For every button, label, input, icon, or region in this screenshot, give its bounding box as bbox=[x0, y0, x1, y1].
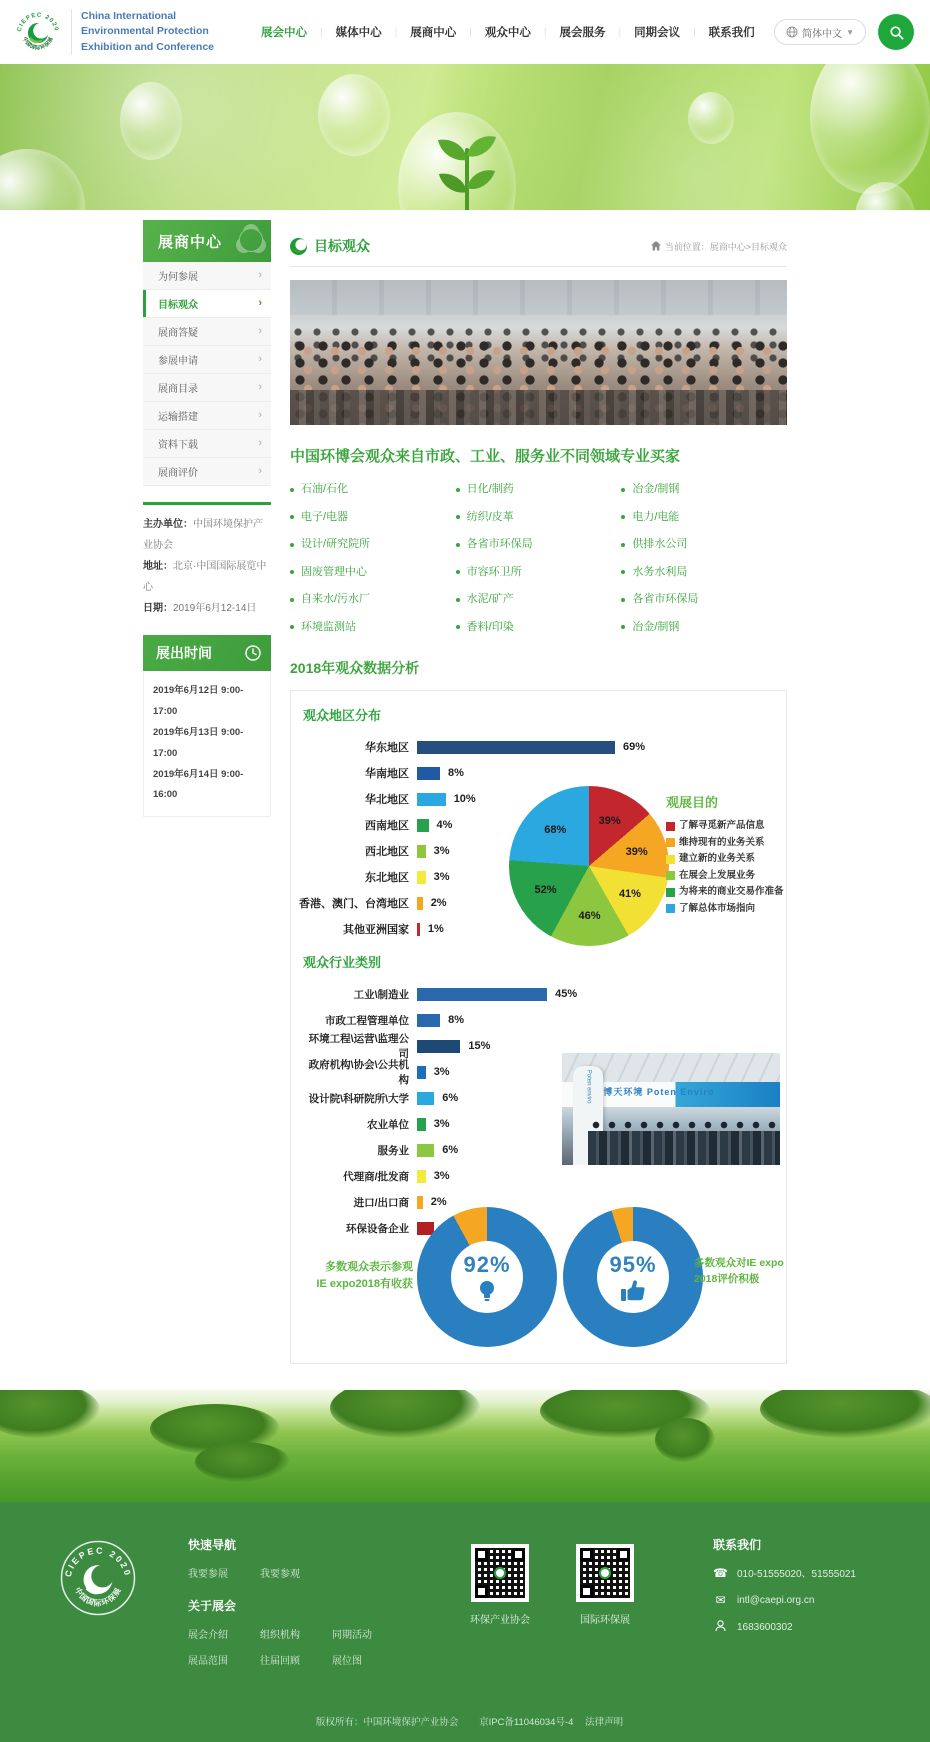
date-line bbox=[143, 598, 271, 619]
pie-legend bbox=[666, 792, 784, 917]
caption-line: 多数观众表示参观 bbox=[325, 1261, 413, 1273]
bar-value: 4% bbox=[436, 819, 453, 831]
nav-item-media-center[interactable]: 媒体中心 bbox=[335, 27, 382, 39]
page-title-logo-icon bbox=[290, 238, 307, 255]
bar bbox=[417, 1118, 426, 1131]
bar-label: 设计院\科研院所\大学 bbox=[308, 1092, 409, 1105]
industry-chart-title: 观众行业类别 bbox=[303, 955, 382, 970]
chevron-right-icon: › bbox=[258, 465, 262, 477]
caption-line: IE expo2018有收获 bbox=[316, 1278, 413, 1291]
bar-label: 服务业 bbox=[377, 1144, 409, 1157]
bar bbox=[417, 1144, 434, 1157]
chevron-right-icon: › bbox=[258, 297, 262, 309]
pillar-text: Poten enviro bbox=[585, 1070, 592, 1104]
bubble-decoration bbox=[0, 149, 85, 210]
bar bbox=[417, 1040, 460, 1053]
footer-about-link[interactable]: 展品范围 bbox=[188, 1656, 228, 1667]
qq-icon bbox=[713, 1620, 728, 1635]
intro-title: 中国环博会观众来自市政、工业、服务业不同领域专业买家 bbox=[290, 448, 681, 465]
bar bbox=[417, 793, 446, 806]
qr-item bbox=[470, 1544, 530, 1626]
bar-value: 8% bbox=[448, 767, 464, 779]
nav-separator: | bbox=[618, 26, 622, 38]
region-chart-title: 观众地区分布 bbox=[303, 708, 382, 723]
address-label: 地址： bbox=[143, 561, 173, 572]
audience-item: 各省市环保局 bbox=[621, 586, 787, 614]
bar bbox=[417, 1092, 434, 1105]
sidebar-item-label: 为何参展 bbox=[158, 272, 198, 283]
bar bbox=[417, 819, 429, 832]
contact-email-row[interactable] bbox=[713, 1593, 888, 1607]
bar-label: 工业\制造业 bbox=[353, 988, 409, 1001]
sidebar-item[interactable] bbox=[143, 458, 271, 486]
nav-separator: | bbox=[320, 26, 323, 38]
bar-row bbox=[299, 1163, 778, 1189]
tree-decoration bbox=[760, 1390, 930, 1438]
bar-value: 3% bbox=[433, 871, 450, 883]
host-label: 主办单位： bbox=[143, 519, 193, 530]
address-value: 北京·中国国际展览中心 bbox=[143, 561, 267, 593]
contact-qq-row bbox=[713, 1620, 888, 1635]
chevron-right-icon: › bbox=[258, 325, 262, 337]
bar bbox=[417, 1014, 440, 1027]
qr-label: 国际环保展 bbox=[580, 1615, 630, 1626]
sidebar-item-label: 资料下载 bbox=[158, 440, 198, 451]
bar-row bbox=[299, 760, 778, 786]
bar-value: 2% bbox=[430, 897, 447, 909]
nav-item-contact[interactable]: 联系我们 bbox=[708, 27, 755, 39]
nav-item-services[interactable]: 展会服务 bbox=[559, 27, 606, 39]
footer-about-link[interactable]: 组织机构 bbox=[260, 1630, 300, 1641]
contact-email: intl@caepi.org.cn bbox=[737, 1594, 815, 1606]
chevron-right-icon: › bbox=[258, 409, 262, 421]
pie-legend-title: 观展目的 bbox=[666, 795, 719, 810]
date-label: 日期： bbox=[143, 603, 173, 614]
bar-value: 3% bbox=[433, 845, 450, 857]
nav-item-visitor-center[interactable]: 观众中心 bbox=[484, 27, 531, 39]
tree-decoration bbox=[0, 1390, 100, 1438]
footer-contact bbox=[713, 1536, 888, 1648]
qr-eye bbox=[512, 1548, 525, 1561]
sidebar-item[interactable] bbox=[143, 430, 271, 458]
visit-purpose-pie-chart bbox=[509, 786, 669, 946]
nav-item-exhibitor-center[interactable]: 展商中心 bbox=[410, 27, 457, 39]
audience-item: 香料/印染 bbox=[456, 614, 622, 642]
audience-item: 电子/电器 bbox=[290, 504, 456, 532]
bar bbox=[417, 767, 440, 780]
chevron-right-icon: › bbox=[258, 269, 262, 281]
donut-caption-left bbox=[299, 1259, 413, 1293]
sidebar-item-label: 目标观众 bbox=[158, 300, 198, 311]
legend-swatch bbox=[666, 838, 675, 847]
sidebar-menu bbox=[143, 262, 271, 486]
date-value: 2019年6月12-14日 bbox=[173, 603, 257, 614]
bar-value: 8% bbox=[448, 1014, 464, 1026]
qr-eye bbox=[475, 1585, 488, 1598]
footer-about-link[interactable]: 展位图 bbox=[332, 1656, 362, 1667]
audience-item: 日化/制药 bbox=[456, 476, 622, 504]
chevron-right-icon: › bbox=[258, 353, 262, 365]
nav-item-exhibition-center[interactable]: 展会中心 bbox=[261, 27, 308, 39]
chevron-right-icon: › bbox=[258, 381, 262, 393]
quick-nav-title: 快速导航 bbox=[188, 1538, 237, 1552]
donut-hole bbox=[451, 1241, 523, 1313]
bar-row bbox=[299, 981, 778, 1007]
qr-item bbox=[576, 1544, 634, 1626]
audience-item: 纺织/皮革 bbox=[456, 504, 622, 532]
contact-phone-row bbox=[713, 1565, 888, 1580]
legend-label: 建立新的业务关系 bbox=[679, 853, 756, 864]
donut-chart-rating bbox=[563, 1207, 703, 1347]
qr-label: 环保产业协会 bbox=[470, 1615, 530, 1626]
mail-icon: ✉ bbox=[715, 1593, 726, 1607]
bubble-decoration bbox=[318, 74, 390, 156]
sidebar-title bbox=[143, 220, 271, 262]
tree-decoration bbox=[195, 1442, 290, 1482]
bubble-decoration bbox=[810, 64, 930, 194]
sidebar-title-label: 展商中心 bbox=[158, 233, 223, 251]
bar-value: 6% bbox=[442, 1092, 459, 1104]
footer-about-link[interactable]: 展会介绍 bbox=[188, 1630, 228, 1641]
footer-about-link[interactable]: 同期活动 bbox=[332, 1630, 372, 1641]
ciepec-logo bbox=[14, 8, 62, 56]
bar-value: 45% bbox=[555, 988, 578, 1000]
sidebar-item[interactable] bbox=[143, 374, 271, 402]
bar bbox=[417, 845, 426, 858]
host-value: 中国环境保护产业协会 bbox=[143, 519, 263, 551]
search-button[interactable] bbox=[878, 14, 914, 50]
bar-value: 3% bbox=[433, 1170, 450, 1182]
photo-layer bbox=[290, 390, 787, 425]
icp-number: 京IPC备11046034号-4 bbox=[479, 1717, 574, 1728]
page-title: 目标观众 bbox=[314, 238, 370, 254]
audience-item: 设计/研究院所 bbox=[290, 531, 456, 559]
pie-slice-label: 41% bbox=[618, 888, 641, 900]
qr-eye bbox=[580, 1585, 593, 1598]
schedule-day3: 2019年6月14日 9:00-16:00 bbox=[153, 768, 244, 801]
phone-icon: ☎ bbox=[713, 1565, 728, 1580]
tree-decoration bbox=[655, 1418, 715, 1462]
contact-phone: 010-51555020、51555021 bbox=[737, 1569, 856, 1580]
audience-list bbox=[621, 476, 787, 641]
legend-label: 了解寻觅新产品信息 bbox=[679, 820, 765, 831]
address-line bbox=[143, 556, 271, 598]
photo-layer bbox=[588, 1131, 780, 1165]
language-label: 简体中文 bbox=[802, 28, 843, 40]
flower-watermark-icon bbox=[239, 228, 263, 252]
chevron-right-icon: › bbox=[258, 437, 262, 449]
pie-slice-label: 52% bbox=[534, 883, 557, 896]
qr-center-logo bbox=[494, 1567, 506, 1579]
pie-legend-items bbox=[666, 818, 784, 917]
legend-item bbox=[666, 818, 778, 835]
audience-item: 电力/电能 bbox=[621, 504, 787, 532]
legend-swatch bbox=[666, 904, 675, 913]
chevron-down-icon: ▼ bbox=[846, 27, 854, 37]
main-nav bbox=[248, 24, 768, 40]
qr-eye bbox=[580, 1548, 593, 1561]
content-area bbox=[143, 210, 787, 1390]
breadcrumb-text: 当前位置：展商中心>目标观众 bbox=[664, 241, 787, 252]
schedule-times bbox=[143, 671, 271, 817]
host-line bbox=[143, 514, 271, 556]
bar-label: 政府机构\协会\公共机构 bbox=[308, 1059, 409, 1086]
qr-center-logo bbox=[599, 1567, 611, 1579]
lightbulb-icon bbox=[475, 1279, 499, 1302]
bar-label: 东北地区 bbox=[365, 872, 409, 884]
nav-separator: | bbox=[693, 26, 696, 38]
schedule-title: 展出时间 bbox=[156, 645, 212, 661]
about-links bbox=[188, 1626, 406, 1678]
pie-slice-label: 39% bbox=[625, 846, 648, 859]
bar-row bbox=[299, 1007, 778, 1033]
legend-item bbox=[666, 884, 784, 901]
event-info-box bbox=[143, 502, 271, 619]
sidebar-item-label: 参展申请 bbox=[158, 356, 198, 367]
audience-item: 供排水公司 bbox=[621, 531, 787, 559]
bar-value: 10% bbox=[453, 793, 476, 805]
bar bbox=[417, 897, 423, 910]
bar bbox=[417, 741, 615, 754]
audience-item: 水泥/矿产 bbox=[456, 586, 622, 614]
sidebar-item[interactable] bbox=[143, 318, 271, 346]
sidebar-item[interactable] bbox=[143, 402, 271, 430]
footer-qr-codes bbox=[470, 1544, 634, 1626]
sidebar-item-label: 展商答疑 bbox=[158, 328, 198, 339]
hero-banner bbox=[0, 64, 930, 210]
bar-label: 农业单位 bbox=[367, 1118, 409, 1131]
contact-qq: 1683600302 bbox=[737, 1622, 793, 1633]
breadcrumb[interactable] bbox=[651, 240, 787, 253]
audience-item: 自来水/污水厂 bbox=[290, 586, 456, 614]
audience-item: 固废管理中心 bbox=[290, 559, 456, 587]
bar-label: 华北地区 bbox=[365, 794, 409, 806]
audience-item: 环境监测站 bbox=[290, 614, 456, 642]
bar-label: 市政工程管理单位 bbox=[325, 1014, 409, 1027]
charts-panel bbox=[290, 690, 787, 1364]
svg-text:CIEPEC 2020: CIEPEC 2020 bbox=[16, 12, 60, 33]
region-distribution-chart bbox=[299, 734, 784, 952]
globe-icon bbox=[786, 26, 798, 38]
sidebar-item[interactable] bbox=[143, 262, 271, 290]
bar-label: 西北地区 bbox=[365, 846, 409, 858]
schedule-day1: 2019年6月12日 9:00-17:00 bbox=[153, 685, 244, 717]
clock-icon bbox=[244, 644, 262, 662]
bar-value: 6% bbox=[442, 1144, 459, 1156]
audience-item: 冶金/制钢 bbox=[621, 476, 787, 504]
legal-notice-link[interactable]: 法律声明 bbox=[585, 1717, 624, 1728]
quick-nav-links bbox=[188, 1565, 406, 1591]
site-header bbox=[0, 0, 930, 64]
site-footer bbox=[0, 1502, 930, 1702]
nav-separator: | bbox=[469, 26, 472, 38]
svg-text:CIEPEC 2020: CIEPEC 2020 bbox=[62, 1545, 134, 1579]
footer-quick-link[interactable]: 我要参展 bbox=[188, 1569, 228, 1580]
bar-label: 西南地区 bbox=[365, 820, 409, 832]
bar-value: 2% bbox=[430, 1196, 447, 1208]
sprout-plant-icon bbox=[408, 116, 526, 210]
booth-photo bbox=[562, 1053, 780, 1165]
footer-landscape bbox=[0, 1390, 930, 1502]
schedule-header bbox=[143, 635, 271, 671]
language-selector[interactable] bbox=[774, 19, 866, 45]
thumbs-up-icon bbox=[620, 1279, 646, 1303]
nav-separator: | bbox=[543, 26, 547, 38]
main-column bbox=[290, 220, 787, 1364]
copyright-text: 版权所有：中国环境保护产业协会 bbox=[315, 1717, 459, 1728]
legend-swatch bbox=[666, 855, 675, 864]
bar-label: 华南地区 bbox=[365, 768, 409, 780]
bar-value: 1% bbox=[427, 923, 444, 935]
bar bbox=[417, 1170, 426, 1183]
qr-eye bbox=[617, 1548, 630, 1561]
svg-text:中国国际环保展: 中国国际环保展 bbox=[21, 36, 55, 52]
bar bbox=[417, 871, 426, 884]
bar-row bbox=[299, 734, 778, 760]
pie-slice-label: 39% bbox=[598, 814, 621, 827]
bubble-decoration bbox=[688, 92, 734, 144]
legend-swatch bbox=[666, 871, 675, 880]
legend-swatch bbox=[666, 822, 675, 831]
bar bbox=[417, 923, 420, 936]
legend-item bbox=[666, 851, 778, 868]
tree-decoration bbox=[330, 1390, 480, 1438]
bubble-decoration bbox=[120, 82, 182, 160]
legend-item bbox=[666, 868, 778, 885]
bar-label: 华东地区 bbox=[365, 742, 409, 754]
legend-label: 为将来的商业交易作准备 bbox=[679, 886, 784, 897]
audience-list bbox=[456, 476, 622, 641]
nav-separator: | bbox=[394, 26, 398, 38]
caption-line: 2018评价积极 bbox=[694, 1273, 760, 1286]
bar-label: 环保设备企业 bbox=[346, 1222, 409, 1235]
schedule-day2: 2019年6月13日 9:00-17:00 bbox=[153, 726, 244, 759]
bar bbox=[417, 988, 547, 1001]
logo-text: China International Environmental Protection Exhibition and Conference bbox=[71, 9, 214, 55]
audience-item: 市容环卫所 bbox=[456, 559, 622, 587]
footer-nav-columns bbox=[188, 1536, 406, 1678]
page-header bbox=[290, 220, 787, 267]
donut-chart-gain bbox=[417, 1207, 557, 1347]
search-icon bbox=[888, 24, 905, 41]
home-icon bbox=[651, 241, 661, 251]
audience-item: 冶金/制钢 bbox=[621, 614, 787, 642]
satisfaction-donuts bbox=[299, 1201, 784, 1353]
bar-label: 其他亚洲国家 bbox=[343, 924, 409, 936]
donut-caption-right bbox=[694, 1255, 790, 1288]
donut-value: 92% bbox=[463, 1252, 511, 1277]
footer-about-link[interactable]: 往届回顾 bbox=[260, 1656, 300, 1667]
donut-value: 95% bbox=[609, 1251, 657, 1277]
sidebar-item-label: 运输搭建 bbox=[158, 412, 198, 423]
sidebar-item-label: 展商目录 bbox=[158, 384, 198, 395]
bar-value: 15% bbox=[468, 1040, 491, 1052]
bar-value: 3% bbox=[433, 1066, 450, 1078]
audience-item: 各省市环保局 bbox=[456, 531, 622, 559]
bar-value: 3% bbox=[433, 1118, 450, 1130]
sidebar bbox=[143, 220, 271, 1364]
legend-item bbox=[666, 835, 778, 852]
pie-slice-label: 68% bbox=[544, 823, 567, 836]
copyright-bar bbox=[0, 1702, 930, 1742]
bar-label: 环境工程\运营\监理公司 bbox=[308, 1033, 409, 1060]
sidebar-item[interactable] bbox=[143, 290, 271, 318]
bar-label: 进口/出口商 bbox=[353, 1196, 409, 1209]
audience-item: 水务水利局 bbox=[621, 559, 787, 587]
bar-label: 代理商/批发商 bbox=[343, 1170, 409, 1183]
nav-item-concurrent-events[interactable]: 同期会议 bbox=[634, 27, 681, 39]
qr-eye bbox=[475, 1548, 488, 1561]
bar bbox=[417, 1066, 426, 1079]
audience-list bbox=[290, 476, 456, 641]
audience-item: 石油/石化 bbox=[290, 476, 456, 504]
photo-layer bbox=[290, 280, 787, 315]
qr-code-expo bbox=[576, 1544, 634, 1602]
sidebar-item-label: 展商评价 bbox=[158, 468, 198, 479]
legend-item bbox=[666, 901, 778, 918]
legend-label: 维持现有的业务关系 bbox=[679, 836, 765, 848]
contact-title: 联系我们 bbox=[713, 1538, 762, 1552]
legend-label: 了解总体市场指向 bbox=[679, 902, 756, 914]
audience-category-lists bbox=[290, 472, 787, 643]
bar-value: 69% bbox=[623, 741, 646, 753]
analysis-title: 2018年观众数据分析 bbox=[290, 660, 420, 676]
footer-logo bbox=[60, 1540, 136, 1616]
about-title: 关于展会 bbox=[188, 1599, 237, 1613]
donut-hole bbox=[597, 1241, 669, 1313]
sidebar-item[interactable] bbox=[143, 346, 271, 374]
visitor-crowd-photo bbox=[290, 280, 787, 425]
caption-line: 多数观众对IE expo bbox=[694, 1257, 784, 1269]
bar-label: 香港、澳门、台湾地区 bbox=[299, 898, 409, 910]
svg-text:中国国际环保展: 中国国际环保展 bbox=[72, 1585, 124, 1608]
qr-code-association bbox=[471, 1544, 529, 1602]
pie-slice-label: 46% bbox=[578, 909, 601, 922]
footer-quick-link[interactable]: 我要参观 bbox=[260, 1569, 300, 1580]
booth-logo-text: 博天环境 Poten Enviro bbox=[603, 1087, 715, 1098]
legend-label: 在展会上发展业务 bbox=[679, 869, 756, 881]
legend-swatch bbox=[666, 888, 675, 897]
